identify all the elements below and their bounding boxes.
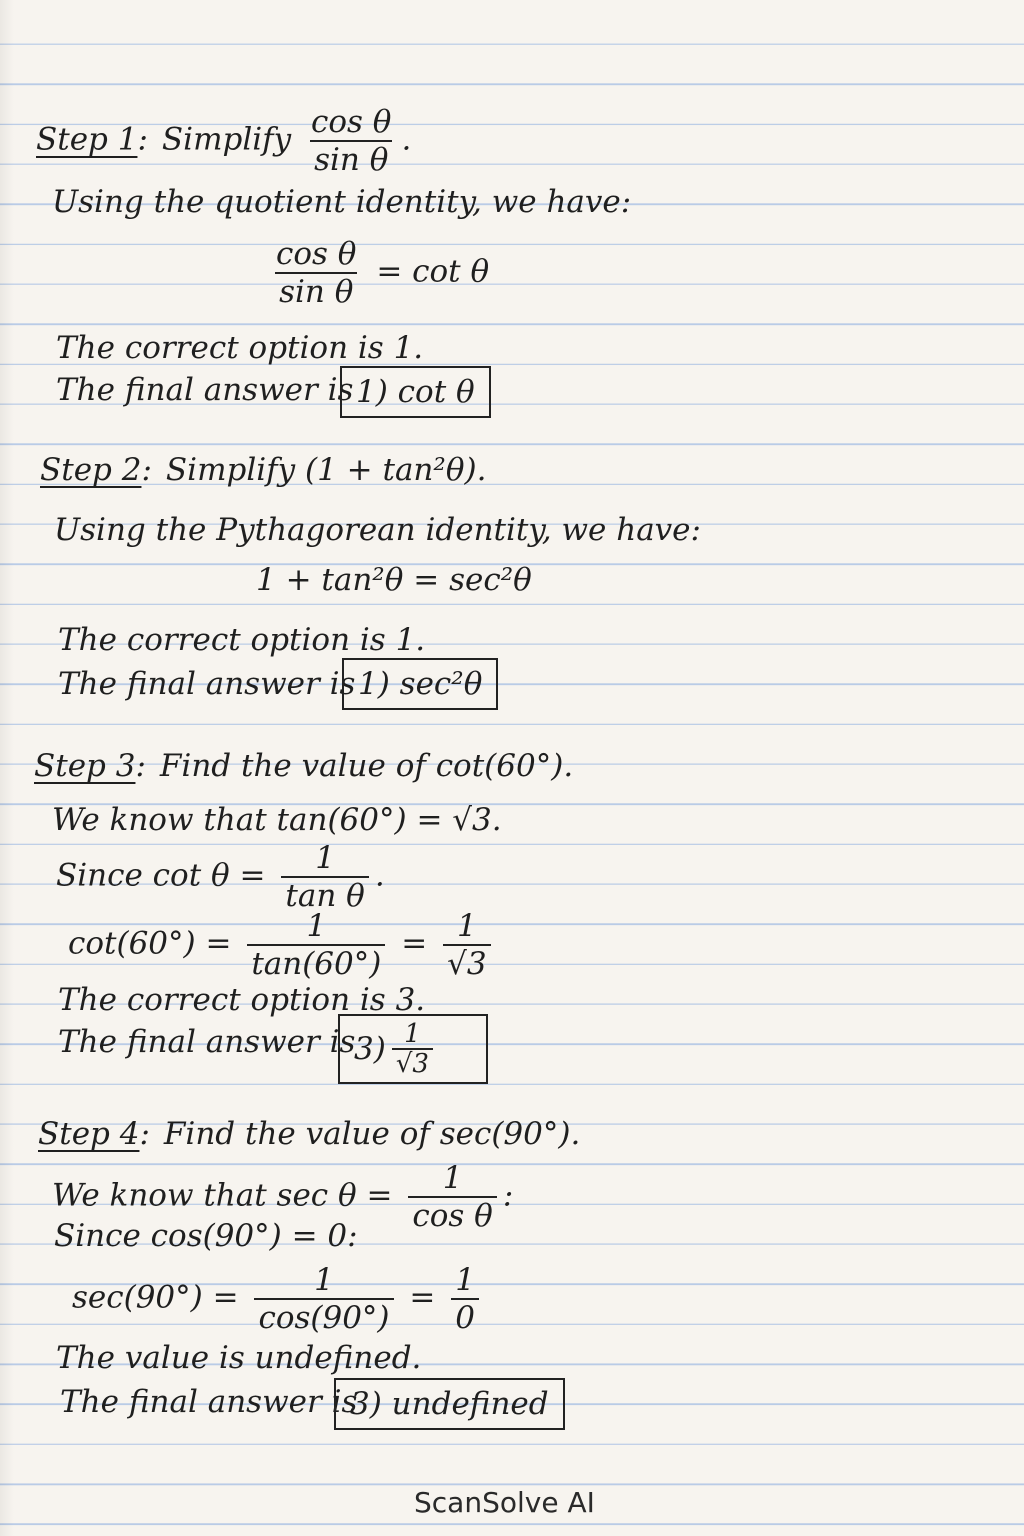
step3-calculation: cot(60°) = $\frac{1}{\tan(60^\circ)}$ = $\frac{1}{√3}$	[68, 908, 497, 982]
step3-title: Find the value of cot(60°).	[159, 748, 574, 784]
step4-answer-box: 3) undefined	[334, 1378, 565, 1430]
step1-intro: Using the quotient identity, we have:	[52, 184, 632, 220]
step2-title: Simplify (1 + tan²θ).	[165, 452, 487, 488]
step3-heading: Step 3: Find the value of cot(60°).	[34, 748, 574, 784]
step2-answer-box: 1) sec²θ	[342, 658, 498, 710]
step1-label: Step 1	[36, 121, 138, 158]
step3-known: We know that tan(60°) = √3.	[52, 802, 502, 838]
step1-heading: Step 1: Simplify $\frac{\text{cos θ}}{\text{sin θ}}$ .	[36, 104, 412, 178]
step3-option: The correct option is 3.	[58, 982, 426, 1018]
step4-since: Since cos(90°) = 0:	[54, 1218, 358, 1254]
step2-label: Step 2	[40, 452, 142, 488]
step2-option: The correct option is 1.	[58, 622, 426, 658]
brand-watermark: ScanSolve AI	[414, 1486, 595, 1519]
step2-intro: Using the Pythagorean identity, we have:	[54, 512, 701, 548]
step4-final-label: The final answer is	[60, 1384, 358, 1420]
step4-title: Find the value of sec(90°).	[163, 1116, 581, 1152]
step1-answer-box: 1) cot θ	[340, 366, 491, 418]
step1-option: The correct option is 1.	[56, 330, 424, 366]
step3-label: Step 3	[34, 748, 136, 784]
step1-final-label: The final answer is	[56, 372, 354, 408]
step1-fraction: $\frac{\text{cos θ}}{\text{sin θ}}$	[311, 104, 392, 178]
step2-heading: Step 2: Simplify (1 + tan²θ).	[40, 452, 487, 488]
step3-answer-box: 3) $\frac{1}{√3}$	[338, 1014, 488, 1084]
step1-title: Simplify	[161, 121, 292, 158]
step2-equation: 1 + tan²θ = sec²θ	[256, 562, 532, 598]
step2-final-label: The final answer is	[58, 666, 356, 702]
step4-value: The value is undefined.	[56, 1340, 422, 1376]
step4-heading: Step 4: Find the value of sec(90°).	[38, 1116, 581, 1152]
step4-known: We know that sec θ = $\frac{1}{\text{cos θ}}$ :	[52, 1160, 514, 1234]
step4-calculation: sec(90°) = $\frac{1}{\cos(90^\circ)}$ = $\frac{1}{0}$	[72, 1262, 485, 1336]
step3-since: Since cot θ = $\frac{1}{\text{tan θ}}$ .	[56, 840, 385, 914]
step3-final-label: The final answer is	[58, 1024, 356, 1060]
step1-equation: $\frac{\text{cos θ}}{\text{sin θ}}$ = cot θ	[276, 236, 490, 310]
step4-label: Step 4	[38, 1116, 140, 1152]
